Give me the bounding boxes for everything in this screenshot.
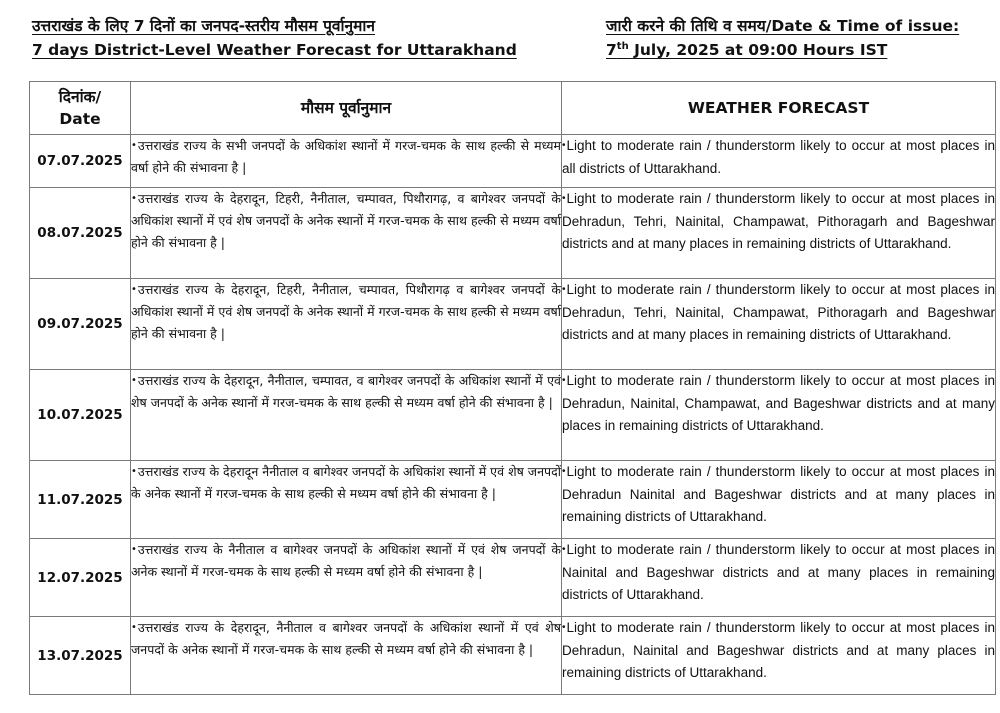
forecast-hindi xyxy=(131,135,562,188)
forecast-english xyxy=(562,539,996,617)
issue-rest: July, 2025 at 09:00 Hours IST xyxy=(628,41,888,59)
issue-day-suffix: th xyxy=(616,40,629,52)
forecast-hindi-text: उत्तराखंड राज्य के देहरादून नैनीताल व बागेश्वर जनपदों के अधिकांश स्थानों में एवं शेष जनपदों के अनेक स्थानों में गरज-चमक के साथ हल्की से मध्यम वर्षा होने की संभावना है | xyxy=(131,464,561,501)
header-date-english: Date xyxy=(59,110,101,128)
forecast-english-text: Light to moderate rain / thunderstorm likely to occur at most places in Dehradun, Nainital, Champawat, and Bageshwar districts and at many places in remaining districts of Uttarakhand. xyxy=(562,373,995,433)
table-row xyxy=(30,279,996,370)
forecast-english xyxy=(562,617,996,695)
forecast-hindi-text: उत्तराखंड राज्य के देहरादून, टिहरी, नैनीताल, चम्पावत, पिथौरागढ़ व बागेश्वर जनपदों के अधिकांश स्थानों में एवं शेष जनपदों के अनेक स्थानों में गरज-चमक के साथ हल्की से मध्यम वर्षा होने की संभावना है | xyxy=(131,282,561,341)
table-row xyxy=(30,461,996,539)
forecast-english-text: Light to moderate rain / thunderstorm likely to occur at most places in Dehradun, Nainital and Bageshwar districts and at many places in remaining districts of Uttarakhand. xyxy=(562,620,995,680)
forecast-hindi-text: उत्तराखंड राज्य के नैनीताल व बागेश्वर जनपदों के अधिकांश स्थानों में एवं शेष जनपदों के अनेक स्थानों में गरज-चमक के साथ हल्की से मध्यम वर्षा होने की संभावना है | xyxy=(131,542,561,579)
forecast-english-text: Light to moderate rain / thunderstorm likely to occur at most places in Dehradun Nainital and Bageshwar districts and at many places in remaining districts of Uttarakhand. xyxy=(562,464,995,524)
forecast-english xyxy=(562,188,996,279)
title-english: 7 days District-Level Weather Forecast for Uttarakhand xyxy=(32,41,517,59)
table-row xyxy=(30,617,996,695)
bullet-icon: • xyxy=(131,193,137,204)
forecast-hindi-text: उत्तराखंड राज्य के देहरादून, टिहरी, नैनीताल, चम्पावत, पिथौरागढ़, व बागेश्वर जनपदों के अधिकांश स्थानों में एवं शेष जनपदों के अनेक स्थानों में गरज-चमक के साथ हल्की से मध्यम वर्षा होने की संभावना है | xyxy=(131,191,561,250)
bullet-icon: • xyxy=(562,466,566,477)
forecast-english-text: Light to moderate rain / thunderstorm likely to occur at most places in Dehradun, Tehri, Nainital, Champawat, Pithoragarh and Bageshwar districts and at many places in remaining districts of Uttarakhand. xyxy=(562,191,995,251)
title-hindi: उत्तराखंड के लिए 7 दिनों का जनपद-स्तरीय मौसम पूर्वानुमान xyxy=(32,17,376,35)
bullet-icon: • xyxy=(131,544,137,555)
table-row xyxy=(30,370,996,461)
forecast-hindi xyxy=(131,279,562,370)
header-forecast-hindi: मौसम पूर्वानुमान xyxy=(131,82,562,135)
bullet-icon: • xyxy=(131,375,137,386)
bullet-icon: • xyxy=(131,622,137,633)
issue-day: 7 xyxy=(606,41,617,59)
forecast-english xyxy=(562,461,996,539)
bullet-icon: • xyxy=(562,193,566,204)
bullet-icon: • xyxy=(131,284,137,295)
forecast-english xyxy=(562,135,996,188)
issue-datetime xyxy=(606,38,959,62)
forecast-hindi xyxy=(131,370,562,461)
document-title xyxy=(32,14,517,62)
issue-info xyxy=(606,14,959,62)
forecast-hindi-text: उत्तराखंड राज्य के देहरादून, नैनीताल व बागेश्वर जनपदों के अधिकांश स्थानों में एवं शेष जनपदों के अनेक स्थानों में गरज-चमक के साथ हल्की से मध्यम वर्षा होने की संभावना है | xyxy=(131,620,561,657)
table-header-row xyxy=(30,82,996,135)
header-date xyxy=(30,82,131,135)
bullet-icon: • xyxy=(562,140,566,151)
forecast-date: 13.07.2025 xyxy=(30,617,131,695)
forecast-date: 09.07.2025 xyxy=(30,279,131,370)
bullet-icon: • xyxy=(131,140,137,151)
forecast-hindi xyxy=(131,539,562,617)
forecast-date: 07.07.2025 xyxy=(30,135,131,188)
forecast-hindi xyxy=(131,188,562,279)
forecast-date: 08.07.2025 xyxy=(30,188,131,279)
bullet-icon: • xyxy=(131,466,137,477)
header-forecast-english: WEATHER FORECAST xyxy=(562,82,996,135)
table-row xyxy=(30,135,996,188)
table-row xyxy=(30,539,996,617)
forecast-date: 10.07.2025 xyxy=(30,370,131,461)
forecast-hindi xyxy=(131,617,562,695)
forecast-english xyxy=(562,370,996,461)
forecast-table xyxy=(29,81,996,695)
forecast-english-text: Light to moderate rain / thunderstorm likely to occur at most places in all districts of Uttarakhand. xyxy=(562,138,995,176)
bullet-icon: • xyxy=(562,375,566,386)
bullet-icon: • xyxy=(562,544,566,555)
forecast-english-text: Light to moderate rain / thunderstorm likely to occur at most places in Dehradun, Tehri, Nainital, Champawat, Pithoragarh and Bageshwar districts and at many places in remaining districts of Uttarakhand. xyxy=(562,282,995,342)
header-date-hindi: दिनांक/ xyxy=(58,88,102,106)
forecast-hindi-text: उत्तराखंड राज्य के सभी जनपदों के अधिकांश स्थानों में गरज-चमक के साथ हल्की से मध्यम वर्षा होने की संभावना है | xyxy=(131,138,561,175)
issue-label: जारी करने की तिथि व समय/Date & Time of issue: xyxy=(606,17,960,35)
forecast-date: 12.07.2025 xyxy=(30,539,131,617)
forecast-date: 11.07.2025 xyxy=(30,461,131,539)
forecast-english-text: Light to moderate rain / thunderstorm likely to occur at most places in Nainital and Bageshwar districts and at many places in remaining districts of Uttarakhand. xyxy=(562,542,995,602)
bullet-icon: • xyxy=(562,284,566,295)
forecast-hindi-text: उत्तराखंड राज्य के देहरादून, नैनीताल, चम्पावत, व बागेश्वर जनपदों के अधिकांश स्थानों में एवं शेष जनपदों के अनेक स्थानों में गरज-चमक के साथ हल्की से मध्यम वर्षा होने की संभावना है | xyxy=(131,373,561,410)
bullet-icon: • xyxy=(562,622,566,633)
forecast-rows xyxy=(30,135,996,695)
forecast-english xyxy=(562,279,996,370)
table-row xyxy=(30,188,996,279)
forecast-hindi xyxy=(131,461,562,539)
